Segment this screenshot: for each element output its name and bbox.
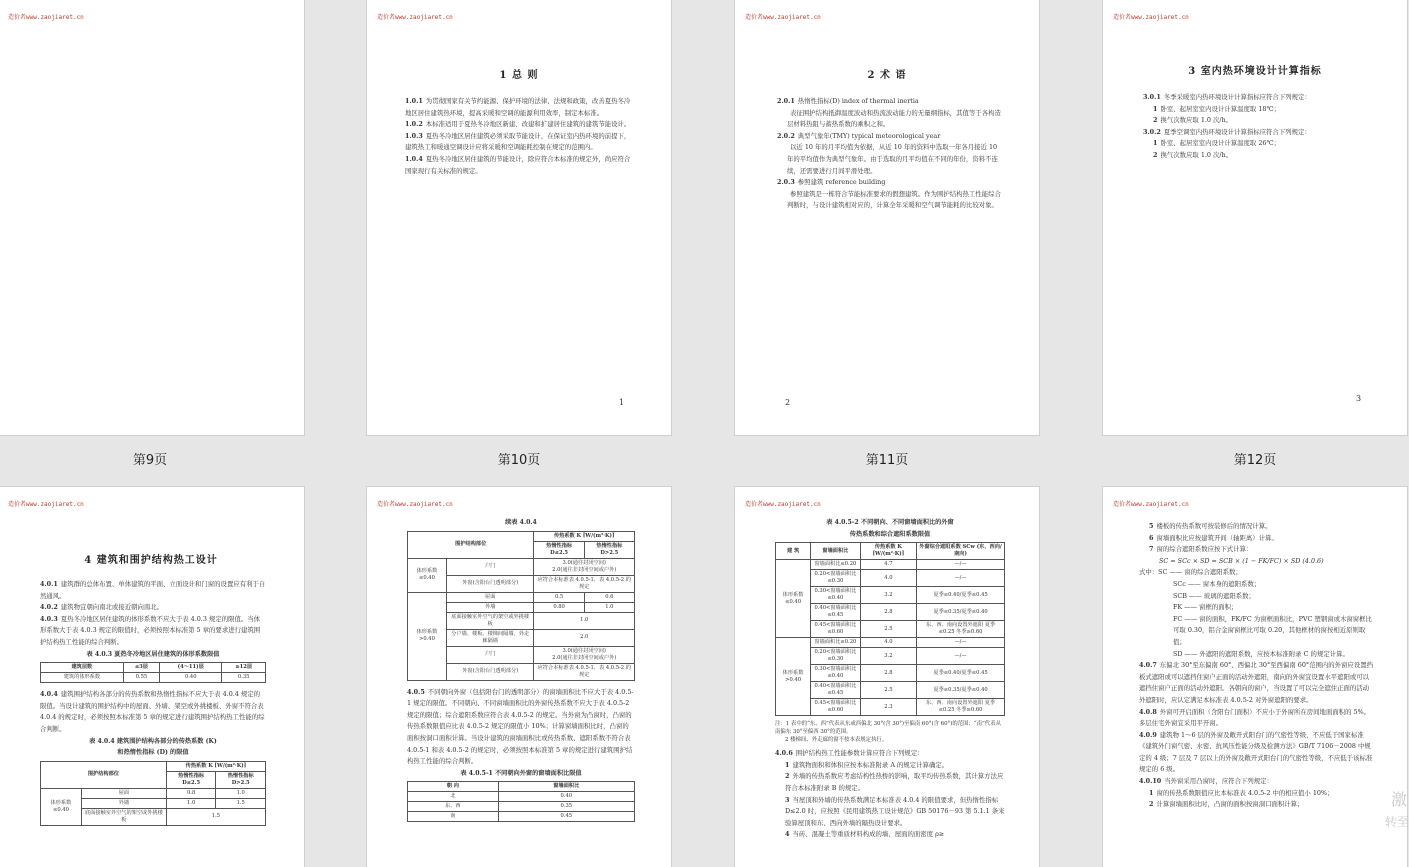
- table-cell: 体形系数≤0.40: [408, 558, 447, 592]
- clause-text: 建筑物宜朝向南北或接近朝向南北。: [60, 603, 164, 612]
- table-cell: 传热系数 K [W/(m²·K)]: [166, 761, 265, 771]
- table-cell: 3.2: [860, 648, 916, 665]
- paragraph: [777, 131, 1003, 143]
- paragraph: [1143, 92, 1373, 104]
- table-cell: 东、西: [408, 802, 499, 812]
- table-cell: 2.8: [860, 665, 916, 682]
- clause-text: 以近 10 年的月平均值为依据，从近 10 年的资料中选取一年各月接近 10 年的平均值作为典型气象年。由于选取的月平均值在不同的年份，资料不连续，还需要进行月间平滑处理。: [787, 143, 998, 175]
- table-cell: 外窗综合遮阳系数 SCw (东、西向/南向): [917, 543, 1005, 560]
- table-cell: 1.0: [216, 788, 266, 798]
- page-16[interactable]: [1103, 487, 1407, 867]
- table-cell: 0.30<窗墙面积比≤0.40: [811, 587, 861, 604]
- table-cell: 0.45: [498, 812, 634, 822]
- table-cell: 屋面: [446, 592, 534, 602]
- clause-text: 外墙的传热系数应考虑结构性热桥的影响，取平均传热系数，其计算方法应符合本标准附录 B 的规定。: [785, 772, 1004, 792]
- clause-text: 建筑群的总体布置、单体建筑的平面、立面设计和门窗的设置应有利于自然通风。: [40, 580, 266, 600]
- clause-number: 3: [785, 795, 790, 804]
- paragraph: [405, 119, 631, 131]
- table-row: [776, 543, 1005, 560]
- watermark: 造价者www.zaojiaret.cn: [1113, 14, 1189, 21]
- table-cell: 体形系数>0.40: [408, 592, 447, 680]
- clause-number: 1: [785, 760, 790, 769]
- watermark: 造价者www.zaojiaret.cn: [745, 501, 821, 508]
- table-cell: 体形系数≤0.40: [41, 788, 82, 825]
- table-title: 表 4.0.3 夏热冬冷地区居住建筑的体形系数限值: [86, 650, 220, 658]
- paragraph: [775, 748, 1005, 760]
- table-cell: 1.5: [166, 808, 265, 825]
- page-body: [40, 579, 266, 826]
- table-cell: 窗墙面积比: [498, 782, 634, 792]
- table-cell: 夏季≤0.40/夏季≤0.45: [917, 587, 1005, 604]
- table-row: [408, 802, 635, 812]
- paragraph: [407, 687, 635, 768]
- page-body: [1139, 521, 1375, 811]
- table-cell: 北: [408, 792, 499, 802]
- table-cell: 2.8: [860, 604, 916, 621]
- table-cell: 热惰性指标 D≤2.5: [166, 771, 216, 788]
- clause-number: 4.0.3: [40, 614, 58, 623]
- paragraph: [1143, 150, 1373, 162]
- table-cell: 0.40: [498, 792, 634, 802]
- clause-text: 表征围护结构抵御温度波动和热流波动能力的无量纲指标，其值等于各构造层材料热阻与蓄热系数的乘积之和。: [787, 108, 1001, 129]
- clause-number: 4: [785, 830, 790, 839]
- clause-text: 参照建筑是一栋符合节能标准要求的假想建筑。作为围护结构热工性能综合判断时，与设计建筑相对应的，计算全年采暖和空气调节能耗的比较对象。: [787, 189, 1001, 210]
- paragraph: [777, 142, 1003, 177]
- definition: SD —— 外遮阳的遮阳系数，应按本标准附录 C 的规定计算。: [1173, 649, 1349, 658]
- table-cell: 窗墙面积比: [811, 543, 861, 560]
- table-row: [776, 621, 1005, 638]
- clause-text: 热惰性指标(D) index of thermal inertia: [797, 97, 919, 105]
- clause-text: 参照建筑 reference building: [797, 178, 886, 187]
- page-caption[interactable]: 第11页: [865, 453, 909, 468]
- table-row: [408, 592, 635, 602]
- table-cell: 建筑层数: [41, 663, 124, 673]
- clause-text: 建筑围护结构各部分的传热系数和热惰性指标不应大于表 4.0.4 规定的限值。当设计建筑的围护结构中的屋面、外墙、架空或外挑楼板、外窗不符合表 4.0.4 的规定时，必须按照本标准第 5 章的规定进行建筑围护结构热工性能的综合判断。: [40, 690, 265, 733]
- page-title: 3 室内热环境设计计算指标: [1188, 66, 1322, 77]
- definition: FC —— 窗的面积，FK/FC 为窗框面积比，PVC 塑钢窗或木窗窗框比可取 0.30，铝合金窗窗框比可取 0.20，其他框材的窗按相近原则取值；: [1173, 614, 1372, 646]
- table-cell: (4～11)层: [160, 663, 222, 673]
- table-row: [776, 587, 1005, 604]
- table-4-0-5-1: [407, 781, 635, 822]
- table-row: [776, 699, 1005, 716]
- table-cell: 0.5: [534, 592, 584, 602]
- paragraph: [775, 795, 1005, 830]
- clause-number: 4.0.10: [1139, 777, 1162, 786]
- table-row: [41, 788, 266, 798]
- clause-number: 1.0.1: [405, 97, 423, 105]
- table-cell: 1.0: [166, 798, 216, 808]
- table-title: 续表 4.0.4: [505, 519, 537, 526]
- page-9[interactable]: [0, 0, 304, 435]
- clause-text: 本标准适用于夏热冬冷地区新建、改建和扩建居住建筑的建筑节能设计。: [425, 120, 631, 129]
- paragraph: [405, 131, 631, 154]
- paragraph: [405, 96, 631, 119]
- clause-text: 夏热冬冷地区居住建筑的体形系数不应大于表 4.0.3 规定的限值。当体形系数大于表 4.0.3 规定的限值时，必须按照本标准第 5 章的要求进行建筑围护结构热工性能的综合判断。: [40, 614, 261, 646]
- table-row: [776, 570, 1005, 587]
- table-row: [408, 782, 635, 792]
- table-cell: 窗墙面积比≤0.20: [811, 638, 861, 648]
- paragraph: [40, 579, 266, 602]
- definition: SCB —— 玻璃的遮阳系数；: [1173, 591, 1255, 600]
- page-caption[interactable]: 第9页: [132, 453, 168, 468]
- table-cell: 1.5: [216, 798, 266, 808]
- paragraph: [1139, 660, 1375, 706]
- clause-number: 4.0.6: [775, 749, 793, 758]
- page-15[interactable]: [735, 487, 1039, 867]
- paragraph: [777, 108, 1003, 131]
- clause-text: 冬季采暖室内热环境设计计算指标应符合下列规定：: [1163, 93, 1311, 101]
- table-cell: 0.80: [534, 602, 584, 612]
- table-cell: 夏季≤0.35/夏季≤0.40: [917, 604, 1005, 621]
- page-body: [1143, 92, 1373, 162]
- table-row: [776, 648, 1005, 665]
- table-cell: 0.35: [222, 673, 266, 683]
- table-cell: 0.35: [498, 802, 634, 812]
- table-row: [41, 761, 266, 771]
- table-cell: 0.20<窗墙面积比≤0.30: [811, 648, 861, 665]
- table-cell: 0.30<窗墙面积比≤0.40: [811, 665, 861, 682]
- page-11[interactable]: [735, 0, 1039, 435]
- clause-number: 2: [1153, 150, 1158, 159]
- paragraph: [1139, 533, 1375, 545]
- table-row: [41, 673, 266, 683]
- clause-number: 2: [785, 772, 790, 781]
- paragraph: [1143, 104, 1373, 116]
- clause-number: 4.0.9: [1139, 730, 1157, 739]
- clause-text: 换气次数应取 1.0 次/h。: [1160, 150, 1233, 159]
- table-cell: 0.55: [123, 673, 159, 683]
- table-cell: 1.0: [584, 602, 634, 612]
- table-cell: —/—: [917, 560, 1005, 570]
- table-cell: 2.0: [534, 629, 635, 646]
- table-cell: —/—: [917, 638, 1005, 648]
- paragraph: [1143, 138, 1373, 150]
- watermark: 造价者www.zaojiaret.cn: [1113, 501, 1189, 508]
- clause-text: 卧室、起居室室内设计计算温度取 26℃；: [1160, 139, 1281, 148]
- table-row: [776, 665, 1005, 682]
- page-title: 2 术 语: [867, 70, 907, 81]
- clause-number: 4.0.1: [40, 580, 58, 588]
- section: [775, 748, 1005, 841]
- table-cell: 屋面: [81, 788, 166, 798]
- page-body: [405, 96, 631, 177]
- overlay-text: 转至: [1384, 815, 1409, 829]
- table-cell: 窗墙面积比≤0.20: [811, 560, 861, 570]
- table-cell: 1.0: [534, 612, 635, 629]
- table-4-0-4-cont: [407, 531, 635, 681]
- table-cell: 3.2: [860, 587, 916, 604]
- table-row: [41, 663, 266, 673]
- table-row: [776, 682, 1005, 699]
- table-4-0-3: [40, 662, 266, 683]
- definition: FK —— 窗框的面积；: [1173, 603, 1238, 612]
- paragraph: [1139, 544, 1375, 556]
- clause-text: 为贯彻国家有关节约能源、保护环境的法律、法规和政策，改善夏热冬冷地区居住建筑热环境，提高采暖和空调的能源利用效率，制定本标准。: [405, 97, 631, 117]
- watermark: 造价者www.zaojiaret.cn: [377, 501, 453, 508]
- page-body: [777, 96, 1003, 212]
- table-cell: 0.45<窗墙面积比≤0.60: [811, 699, 861, 716]
- clause-text: 窗的综合遮阳系数应按下式计算：: [1156, 545, 1253, 554]
- clause-text: 当外窗采用凸窗时，应符合下列规定：: [1164, 777, 1273, 786]
- clause-text: 楼板的传热系数可按装修后的情况计算。: [1156, 522, 1272, 530]
- table-row: [776, 604, 1005, 621]
- table-cell: 底面接触室外空气的架空或外挑楼板: [81, 808, 166, 825]
- clause-number: 2: [1149, 800, 1154, 809]
- table-title: 表 4.0.5-1 不同朝向外窗的窗墙面积比限值: [460, 769, 582, 777]
- clause-text: 夏热冬冷地区居住建筑的节能设计，除应符合本标准的规定外，尚应符合国家现行有关标准的规定。: [405, 154, 631, 175]
- paragraph: [775, 829, 1005, 841]
- clause-text: 建筑物 1～6 层的外窗及敞开式阳台门的气密性等级，不应低于国家标准《建筑外门窗气密、水密、抗风压性能分级及检测方法》GB/T 7106－2008 中规定的 4 级；7 层及 7 层以上的外窗及敞开式阳台门的气密性等级，不应低于该标准规定的 6 级。: [1139, 730, 1373, 774]
- table-cell: 朝 向: [408, 782, 499, 792]
- table-cell: 外墙: [81, 798, 166, 808]
- table-cell: 应符合本标准表 4.0.5-1、表 4.0.5-2 的规定: [534, 663, 635, 680]
- watermark: 造价者www.zaojiaret.cn: [377, 14, 453, 21]
- table-cell: 2.3: [860, 699, 916, 716]
- table-cell: —/—: [917, 570, 1005, 587]
- paragraph: [777, 189, 1003, 212]
- table-cell: 户门: [446, 646, 534, 663]
- page-caption[interactable]: 第10页: [497, 453, 541, 468]
- table-cell: 0.40<窗墙面积比≤0.45: [811, 604, 861, 621]
- paragraph: [1139, 730, 1375, 776]
- page-number: 2: [785, 398, 791, 407]
- table-title: 和热惰性指标 (D) 的限值: [117, 749, 189, 757]
- table-note: 注：1 表中的“东、西”代表从东或西偏北 30°(含 30°)至偏南 60°(含 60°)的范围；“南”代表从南偏东 30°至偏西 30°的范围。: [775, 721, 1001, 736]
- table-4-0-5-2: [775, 542, 1005, 716]
- table-4-0-4: [40, 761, 266, 826]
- table-row: [776, 560, 1005, 570]
- table-row: [776, 638, 1005, 648]
- table-cell: 4.0: [860, 570, 916, 587]
- table-cell: 体形系数>0.40: [776, 638, 811, 716]
- table-cell: 2.5: [860, 621, 916, 638]
- definition: 式中：SC —— 窗的综合遮阳系数；: [1139, 568, 1242, 577]
- table-row: [408, 531, 635, 541]
- table-title: 表 4.0.4 建筑围护结构各部分的传热系数 (K): [89, 737, 217, 745]
- clause-text: 卧室、起居室室内设计计算温度取 18℃；: [1160, 104, 1281, 113]
- table-cell: 体形系数≤0.40: [776, 560, 811, 638]
- paragraph: [40, 602, 266, 614]
- table-cell: 夏季≤0.40/夏季≤0.45: [917, 665, 1005, 682]
- clause-text: 窗墙面积比应按建筑开间（轴距离）计算。: [1156, 533, 1278, 542]
- table-cell: 底面接触室外空气的架空或外挑楼板: [446, 612, 534, 629]
- paragraph: [1143, 127, 1373, 139]
- table-row: [408, 812, 635, 822]
- paragraph: [405, 154, 631, 177]
- table-row: [408, 792, 635, 802]
- table-cell: 围护结构部位: [41, 761, 167, 788]
- formula: SC = SCc × SD = SCB × (1 − FK/FC) × SD (4.0.6): [1159, 556, 1324, 565]
- clause-text: 建筑物面积和体积应按本标准附录 A 的规定计算确定。: [792, 760, 949, 769]
- table-cell: 外窗(含阳台门透明部分): [446, 575, 534, 592]
- clause-text: 计算窗墙面积比时，凸窗的面积按窗洞口面积计算；: [1156, 800, 1304, 809]
- page-body: [775, 517, 1005, 841]
- table-cell: 户门: [446, 558, 534, 575]
- table-cell: 热惰性指标 D>2.5: [584, 541, 634, 558]
- clause-number: 1.0.3: [405, 131, 423, 140]
- table-cell: 0.45<窗墙面积比≤0.60: [811, 621, 861, 638]
- paragraph: [1139, 788, 1375, 800]
- table-cell: ≤3层: [123, 663, 159, 673]
- paragraph: [775, 760, 1005, 772]
- clause-number: 4.0.4: [40, 690, 58, 699]
- clause-number: 4.0.7: [1139, 661, 1157, 670]
- table-cell: 建 筑: [776, 543, 811, 560]
- page-number: 3: [1356, 394, 1362, 403]
- table-title: 表 4.0.5-2 不同朝向、不同窗墙面积比的外窗: [826, 519, 954, 526]
- paragraph: [40, 614, 266, 649]
- clause-text: 典型气象年(TMY) typical meteorological year: [797, 131, 941, 140]
- table-cell: 0.40: [160, 673, 222, 683]
- table-cell: 应符合本标准表 4.0.5-1、表 4.0.5-2 的规定: [534, 575, 635, 592]
- clause-number: 1: [1153, 139, 1158, 148]
- table-cell: 0.40<窗墙面积比≤0.45: [811, 682, 861, 699]
- table-cell: —/—: [917, 648, 1005, 665]
- table-note: 2 楼梯间、外走廊的窗不按本表规定执行。: [785, 737, 888, 744]
- table-cell: 建筑的体形系数: [41, 673, 124, 683]
- clause-text: 换气次数应取 1.0 次/h。: [1160, 116, 1233, 125]
- paragraph: [1139, 521, 1375, 533]
- page-13[interactable]: [0, 487, 304, 867]
- clause-text: 当屋顶和外墙的传热系数满足本标准表 4.0.4 的限值要求，但热惰性指标 D≤2.0 时，应按照《民用建筑热工设计规范》GB 50176－93 第 5.1.1 条来验算屋顶和东、西向外墙的隔热设计要求。: [785, 795, 1005, 827]
- clause-text: 夏热冬冷地区居住建筑必须采取节能设计，在保证室内热环境的前提下，建筑热工和暖通空调设计应将采暖和空调能耗控制在规定的范围内。: [405, 131, 631, 152]
- paragraph: [1139, 707, 1375, 730]
- table-cell: 外墙: [446, 602, 534, 612]
- watermark: 造价者www.zaojiaret.cn: [745, 14, 821, 21]
- paragraph: [775, 771, 1005, 794]
- page-body: [407, 517, 635, 822]
- table-cell: 夏季≤0.35/夏季≤0.40: [917, 682, 1005, 699]
- clause-number: 4.0.8: [1139, 707, 1157, 716]
- clause-text: 夏季空调室内热环境设计计算指标应符合下列规定：: [1163, 127, 1311, 136]
- table-cell: 热惰性指标 D≤2.5: [534, 541, 584, 558]
- clause-number: 2.0.2: [777, 131, 795, 140]
- clause-text: 围护结构热工性能参数计算应符合下列规定：: [795, 749, 924, 758]
- table-cell: 传热系数 K [W/(m²·K)]: [534, 531, 635, 541]
- table-cell: 0.20<窗墙面积比≤0.30: [811, 570, 861, 587]
- table-cell: 传热系数 K [W/(m²·K)]: [860, 543, 916, 560]
- paragraph: [40, 689, 266, 735]
- table-cell: 分户墙、楼板、楼梯间隔墙、外走廊隔墙: [446, 629, 534, 646]
- clause-number: 3.0.2: [1143, 127, 1161, 136]
- paragraph: [1143, 115, 1373, 127]
- clause-number: 5: [1149, 522, 1154, 530]
- page-caption[interactable]: 第12页: [1233, 453, 1277, 468]
- page-12[interactable]: [1103, 0, 1407, 435]
- definition: SCc —— 窗本身的遮阳系数；: [1173, 579, 1261, 588]
- table-cell: 热惰性指标 D>2.5: [216, 771, 266, 788]
- table-cell: 东、西、南向设置外遮阳 夏季≤0.25 冬季≥0.60: [917, 699, 1005, 716]
- page-title: 4 建筑和围护结构热工设计: [84, 555, 218, 566]
- clause-number: 4.0.2: [40, 603, 58, 612]
- clause-text: 不同朝向外窗（包括阳台门的透明部分）的窗墙面积比不应大于表 4.0.5-1 规定的限值。不同朝向、不同窗墙面积比的外窗传热系数不应大于表 4.0.5-2 规定的限值；综合遮阳系数应符合表 4.0.5-2 的规定。当外窗为凸窗时，凸窗的传热系数限值应比表 4.0.5-2 规定的限值小 10%；计算窗墙面积比时，凸窗的面积按洞口面积计算。当设计建筑的窗墙面积比或传热系数、遮阳系数不符合表 4.0.5-1 和表 4.0.5-2 的规定时，必须按照本标准第 5 章的规定进行建筑围护结构热工性能的综合判断。: [407, 687, 634, 766]
- table-cell: 4.7: [860, 560, 916, 570]
- clause-number: 3.0.1: [1143, 93, 1161, 101]
- paragraph: [777, 177, 1003, 189]
- table-cell: 南: [408, 812, 499, 822]
- clause-number: 1: [1153, 104, 1158, 113]
- clause-number: 1.0.4: [405, 154, 423, 163]
- table-cell: 0.6: [584, 592, 634, 602]
- watermark: 造价者www.zaojiaret.cn: [8, 14, 84, 21]
- page-title: 1 总 则: [499, 70, 539, 81]
- table-cell: 4.0: [860, 638, 916, 648]
- table-row: [408, 558, 635, 575]
- table-cell: 2.5: [860, 682, 916, 699]
- table-cell: 围护结构部位: [408, 531, 534, 558]
- table-cell: 0.8: [166, 788, 216, 798]
- watermark: 造价者www.zaojiaret.cn: [8, 501, 84, 508]
- table-cell: 3.0(通往封闭空间) 2.0(通往非封闭空间或户外): [534, 558, 635, 575]
- clause-number: 1.0.2: [405, 120, 423, 129]
- paragraph: [777, 96, 1003, 108]
- clause-text: 外窗可开启面积（含阳台门面积）不应小于外窗所在房间地面面积的 5%。多层住宅外窗宜采用平开窗。: [1139, 707, 1371, 728]
- paragraph: [1139, 776, 1375, 788]
- table-cell: ≥12层: [222, 663, 266, 673]
- page-number: 1: [619, 398, 625, 407]
- page-10[interactable]: [367, 0, 671, 435]
- table-cell: 3.0(通往封闭空间) 2.0(通往非封闭空间或户外): [534, 646, 635, 663]
- clause-text: 窗的传热系数限值应比本标准表 4.0.5-2 中的相应值小 10%；: [1156, 788, 1334, 797]
- clause-number: 7: [1149, 545, 1154, 554]
- clause-text: 当砖、混凝土等重质材料构成的墙、屋面的面密度 ρ≥: [792, 830, 945, 839]
- page-14[interactable]: [367, 487, 671, 867]
- clause-number: 2.0.1: [777, 97, 795, 105]
- clause-number: 2: [1153, 116, 1158, 125]
- table-cell: 外窗(含阳台门透明部分): [446, 663, 534, 680]
- clause-text: 东偏北 30°至东偏南 60°、西偏北 30°至西偏南 60°范围内的外窗应设置挡板式遮阳或可以遮挡住窗户正面的活动外遮阳，南向的外窗宜设置水平遮阳或可以遮挡住窗户正面的活动外遮阳。各朝向的窗户，当设置了可以完全遮住正面的活动外遮阳时，应认定满足本标准表 4.0.5-2 对外窗遮阳的要求。: [1139, 661, 1373, 704]
- clause-number: 1: [1149, 788, 1154, 797]
- table-title: 传热系数和综合遮阳系数限值: [849, 530, 931, 538]
- clause-number: 4.0.5: [407, 687, 425, 696]
- clause-number: 6: [1149, 533, 1154, 542]
- clause-number: 2.0.3: [777, 178, 795, 187]
- paragraph: [1139, 799, 1375, 811]
- overlay-text: 激: [1390, 790, 1407, 809]
- table-cell: 东、西、南向设置外遮阳 夏季≤0.25 冬季≥0.60: [917, 621, 1005, 638]
